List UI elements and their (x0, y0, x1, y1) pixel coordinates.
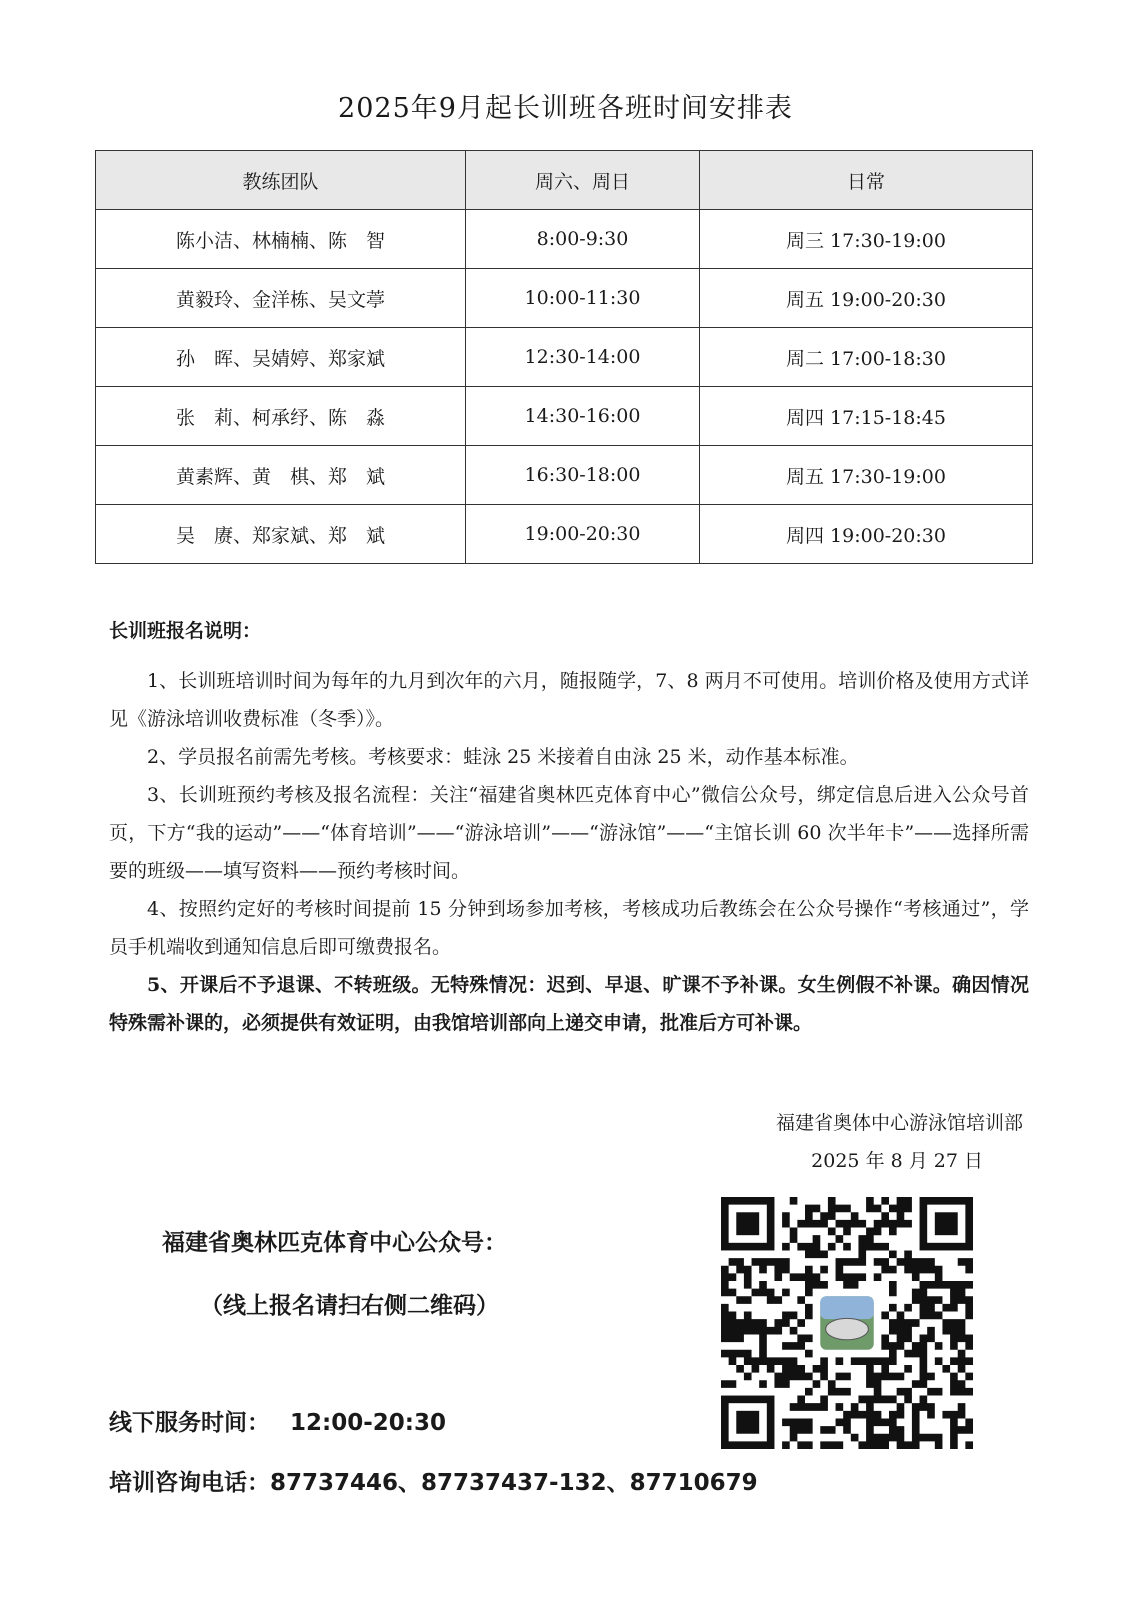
coaches-cell: 吴 赓、郑家斌、郑 斌 (96, 505, 466, 564)
page-title: 2025年9月起长训班各班时间安排表 (338, 93, 793, 124)
signature-date: 2025 年 8 月 27 日 (811, 1150, 983, 1172)
weekend-time-cell: 14:30-16:00 (466, 387, 700, 446)
table-row (96, 210, 1033, 269)
coaches-cell: 黄毅玲、金洋栋、吴文葶 (96, 269, 466, 328)
weekend-time-cell: 8:00-9:30 (466, 210, 700, 269)
note-item: 2、学员报名前需先考核。考核要求：蛙泳 25 米接着自由泳 25 米，动作基本标准。 (147, 746, 859, 768)
weekend-time-cell: 12:30-14:00 (466, 328, 700, 387)
wechat-account-subtitle: （线上报名请扫右侧二维码） (200, 1293, 499, 1319)
table-row (96, 269, 1033, 328)
weekday-time-cell: 周四 17:15-18:45 (700, 387, 1033, 446)
signature-org: 福建省奥体中心游泳馆培训部 (775, 1112, 1023, 1134)
service-hours (109, 1404, 446, 1437)
column-header-coaches: 教练团队 (96, 151, 466, 210)
wechat-account-title: 福建省奥林匹克体育中心公众号： (162, 1230, 507, 1256)
weekday-time-cell: 周三 17:30-19:00 (700, 210, 1033, 269)
note-item: 5、开课后不予退课、不转班级。无特殊情况：迟到、早退、旷课不予补课。女生例假不补课。确因情况特殊需补课的，必须提供有效证明，由我馆培训部向上递交申请，批准后方可补课。 (109, 974, 1029, 1034)
weekday-time-cell: 周五 17:30-19:00 (700, 446, 1033, 505)
weekend-time-cell: 16:30-18:00 (466, 446, 700, 505)
table-row (96, 505, 1033, 564)
table-row (96, 446, 1033, 505)
service-hours-value: 12:00-20:30 (290, 1410, 446, 1436)
note-item: 1、长训班培训时间为每年的九月到次年的六月，随报随学，7、8 两月不可使用。培训价格及使用方式详见《游泳培训收费标准（冬季）》。 (109, 670, 1029, 730)
weekend-time-cell: 19:00-20:30 (466, 505, 700, 564)
signature-block (776, 1104, 1023, 1180)
table-row (96, 387, 1033, 446)
coaches-cell: 孙 晖、吴婧婷、郑家斌 (96, 328, 466, 387)
coaches-cell: 张 莉、柯承纾、陈 淼 (96, 387, 466, 446)
notes-heading: 长训班报名说明： (109, 620, 262, 642)
qr-code-image[interactable] (721, 1197, 973, 1449)
service-hours-label: 线下服务时间： (109, 1410, 270, 1436)
notes-section (109, 662, 1029, 1042)
column-header-weekday: 日常 (700, 151, 1033, 210)
note-item: 3、长训班预约考核及报名流程：关注“福建省奥林匹克体育中心”微信公众号，绑定信息后进入公众号首页，下方“我的运动”——“体育培训”——“游泳培训”——“游泳馆”——“主馆长训 60 次半年卡”——选择所需要的班级——填写资料——预约考核时间。 (109, 784, 1029, 882)
consult-phone-value: 87737446、87737437-132、87710679 (270, 1470, 758, 1496)
weekday-time-cell: 周四 19:00-20:30 (700, 505, 1033, 564)
schedule-table (95, 150, 1033, 564)
column-header-weekend: 周六、周日 (466, 151, 700, 210)
weekend-time-cell: 10:00-11:30 (466, 269, 700, 328)
coaches-cell: 陈小洁、林楠楠、陈 智 (96, 210, 466, 269)
table-header-row (96, 151, 1033, 210)
weekday-time-cell: 周二 17:00-18:30 (700, 328, 1033, 387)
table-row (96, 328, 1033, 387)
consult-phone-label: 培训咨询电话： (109, 1470, 270, 1496)
weekday-time-cell: 周五 19:00-20:30 (700, 269, 1033, 328)
coaches-cell: 黄素辉、黄 棋、郑 斌 (96, 446, 466, 505)
consult-phone (109, 1464, 758, 1497)
note-item: 4、按照约定好的考核时间提前 15 分钟到场参加考核，考核成功后教练会在公众号操作“考核通过”，学员手机端收到通知信息后即可缴费报名。 (109, 898, 1029, 958)
